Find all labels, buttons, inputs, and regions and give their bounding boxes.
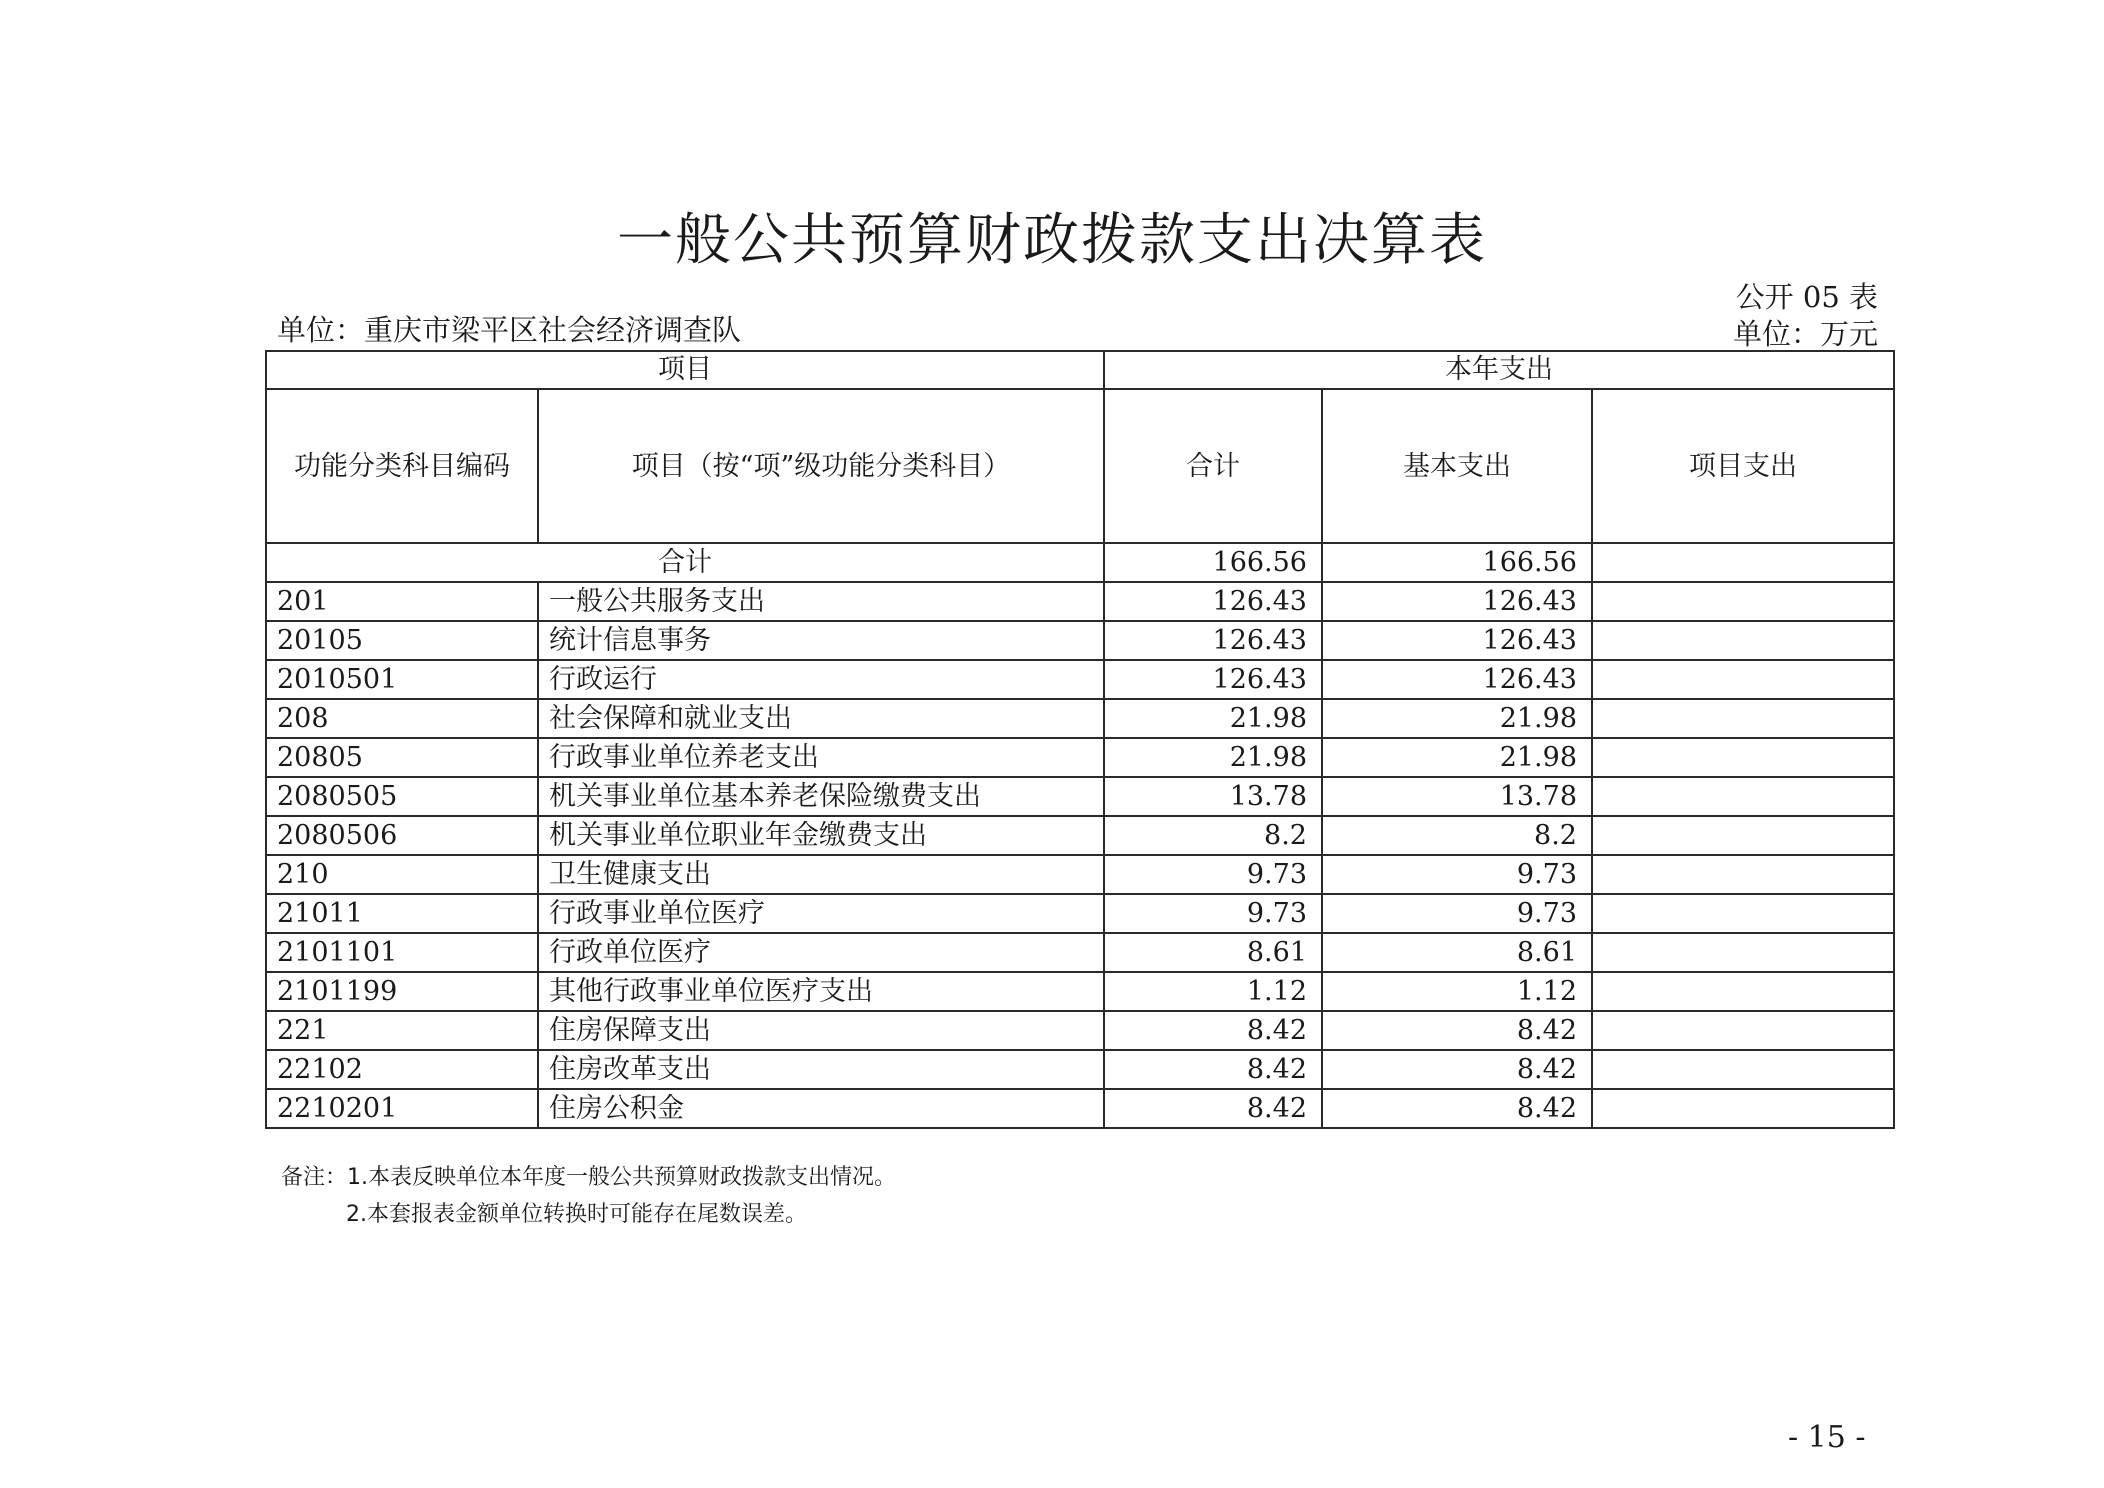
row-total: 9.73 (1104, 855, 1322, 894)
row-project (1592, 894, 1894, 933)
table-row (266, 777, 1894, 816)
row-total: 21.98 (1104, 699, 1322, 738)
row-name: 一般公共服务支出 (538, 582, 1104, 621)
row-code: 2210201 (266, 1089, 538, 1128)
row-name: 住房公积金 (538, 1089, 1104, 1128)
row-basic: 8.2 (1322, 816, 1592, 855)
row-total: 8.42 (1104, 1050, 1322, 1089)
table-row (266, 816, 1894, 855)
currency-unit: 单位：万元 (1732, 317, 1878, 351)
row-project (1592, 855, 1894, 894)
row-project (1592, 777, 1894, 816)
row-total: 21.98 (1104, 738, 1322, 777)
note-2: 2.本套报表金额单位转换时可能存在尾数误差。 (346, 1202, 807, 1227)
row-code: 210 (266, 855, 538, 894)
table-row (266, 894, 1894, 933)
header-row-columns (266, 389, 1894, 543)
total-amount: 166.56 (1104, 543, 1322, 582)
form-number: 公开 05 表 (1735, 280, 1878, 314)
header-total: 合计 (1104, 389, 1322, 543)
table-row (266, 699, 1894, 738)
row-total: 1.12 (1104, 972, 1322, 1011)
row-total: 13.78 (1104, 777, 1322, 816)
row-basic: 8.61 (1322, 933, 1592, 972)
row-name: 机关事业单位职业年金缴费支出 (538, 816, 1104, 855)
table-row (266, 855, 1894, 894)
row-project (1592, 582, 1894, 621)
row-total: 8.61 (1104, 933, 1322, 972)
row-name: 机关事业单位基本养老保险缴费支出 (538, 777, 1104, 816)
row-name: 卫生健康支出 (538, 855, 1104, 894)
header-code: 功能分类科目编码 (266, 389, 538, 543)
table-row (266, 1089, 1894, 1128)
row-project (1592, 816, 1894, 855)
row-total: 8.42 (1104, 1011, 1322, 1050)
row-code: 221 (266, 1011, 538, 1050)
table-row (266, 1011, 1894, 1050)
reporting-unit: 单位：重庆市梁平区社会经济调查队 (277, 313, 742, 347)
row-name: 社会保障和就业支出 (538, 699, 1104, 738)
table-row (266, 582, 1894, 621)
row-project (1592, 738, 1894, 777)
row-basic: 126.43 (1322, 660, 1592, 699)
table-row (266, 933, 1894, 972)
page-number: - 15 - (1788, 1420, 1866, 1455)
row-basic: 9.73 (1322, 855, 1592, 894)
row-total: 9.73 (1104, 894, 1322, 933)
header-basic: 基本支出 (1322, 389, 1592, 543)
row-name: 行政事业单位养老支出 (538, 738, 1104, 777)
row-code: 2101199 (266, 972, 538, 1011)
row-total: 8.42 (1104, 1089, 1322, 1128)
table-row (266, 660, 1894, 699)
row-code: 208 (266, 699, 538, 738)
row-total: 126.43 (1104, 621, 1322, 660)
row-basic: 9.73 (1322, 894, 1592, 933)
row-name: 住房保障支出 (538, 1011, 1104, 1050)
note-1: 备注：1.本表反映单位本年度一般公共预算财政拨款支出情况。 (281, 1165, 896, 1190)
row-code: 201 (266, 582, 538, 621)
row-code: 21011 (266, 894, 538, 933)
row-project (1592, 1011, 1894, 1050)
total-label: 合计 (266, 543, 1104, 582)
row-code: 2080506 (266, 816, 538, 855)
row-basic: 13.78 (1322, 777, 1592, 816)
row-name: 其他行政事业单位医疗支出 (538, 972, 1104, 1011)
row-name: 住房改革支出 (538, 1050, 1104, 1089)
row-total: 126.43 (1104, 660, 1322, 699)
row-project (1592, 621, 1894, 660)
row-name: 行政运行 (538, 660, 1104, 699)
row-project (1592, 1089, 1894, 1128)
row-project (1592, 1050, 1894, 1089)
table-row (266, 972, 1894, 1011)
row-basic: 21.98 (1322, 699, 1592, 738)
row-name: 行政事业单位医疗 (538, 894, 1104, 933)
total-basic: 166.56 (1322, 543, 1592, 582)
row-basic: 126.43 (1322, 621, 1592, 660)
row-code: 2080505 (266, 777, 538, 816)
row-basic: 8.42 (1322, 1011, 1592, 1050)
row-basic: 21.98 (1322, 738, 1592, 777)
total-project (1592, 543, 1894, 582)
table-row (266, 621, 1894, 660)
row-basic: 8.42 (1322, 1089, 1592, 1128)
row-code: 2010501 (266, 660, 538, 699)
row-name: 统计信息事务 (538, 621, 1104, 660)
row-project (1592, 972, 1894, 1011)
total-row (266, 543, 1894, 582)
row-name: 行政单位医疗 (538, 933, 1104, 972)
row-basic: 1.12 (1322, 972, 1592, 1011)
row-total: 8.2 (1104, 816, 1322, 855)
row-code: 20805 (266, 738, 538, 777)
row-basic: 126.43 (1322, 582, 1592, 621)
row-code: 20105 (266, 621, 538, 660)
table-row (266, 1050, 1894, 1089)
header-row-group (266, 351, 1894, 389)
row-code: 2101101 (266, 933, 538, 972)
expenditure-table (265, 350, 1895, 1129)
row-project (1592, 660, 1894, 699)
header-project: 项目支出 (1592, 389, 1894, 543)
row-total: 126.43 (1104, 582, 1322, 621)
row-project (1592, 933, 1894, 972)
header-name: 项目（按“项”级功能分类科目） (538, 389, 1104, 543)
row-basic: 8.42 (1322, 1050, 1592, 1089)
header-year-expense-group: 本年支出 (1104, 351, 1894, 389)
page-title: 一般公共预算财政拨款支出决算表 (617, 208, 1487, 273)
row-code: 22102 (266, 1050, 538, 1089)
row-project (1592, 699, 1894, 738)
table-row (266, 738, 1894, 777)
header-project-group: 项目 (266, 351, 1104, 389)
